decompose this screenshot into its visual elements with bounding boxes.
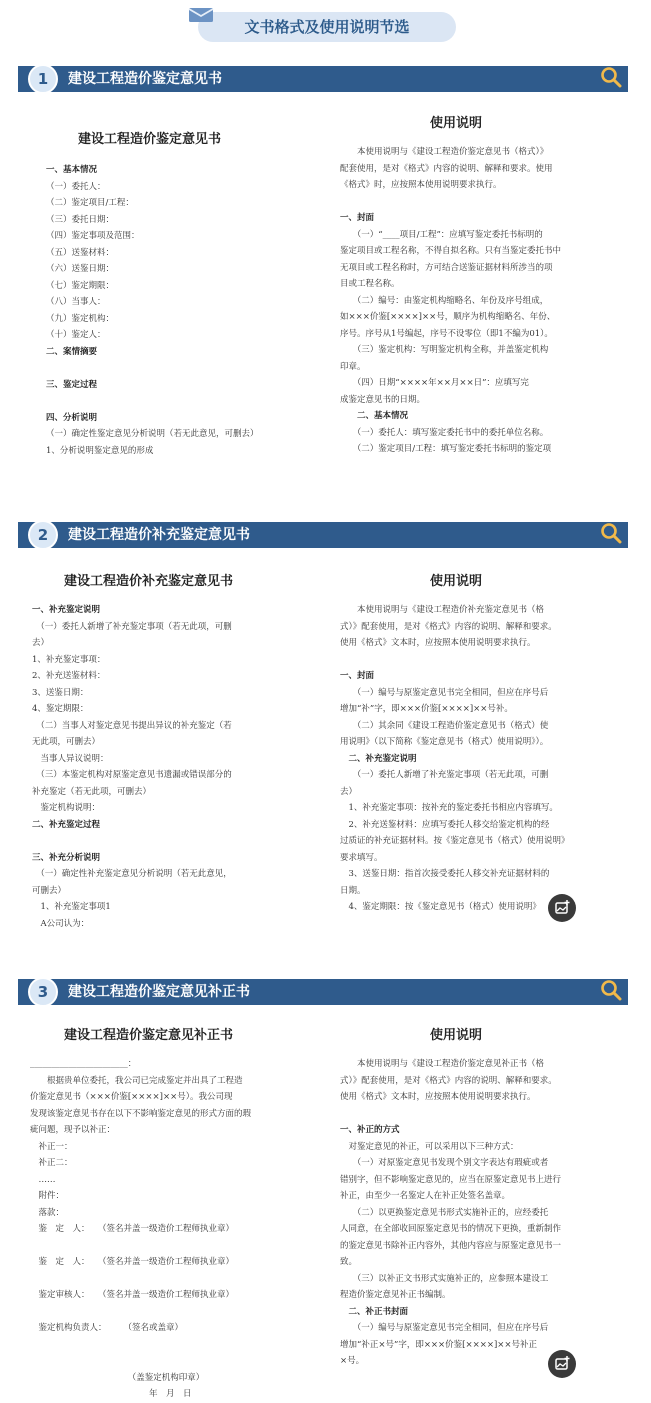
text-line: 鉴定机构说明： [32, 803, 101, 813]
text-line: （一）委托人新增了补充鉴定事项（若无此项，可删 [32, 621, 232, 632]
text-line [30, 1304, 251, 1321]
text-line: 一、补正的方式 [340, 1125, 400, 1135]
text-line: 鉴定项目或工程名称，不得自拟名称。只有当鉴定委托书中 [340, 246, 562, 256]
text-line: （一）确定性补充鉴定意见分析说明（若无此意见， [32, 869, 232, 879]
text-line: 程造价鉴定意见补正书编制。 [340, 1290, 451, 1300]
text-line: A公司认为： [32, 918, 90, 929]
text-line: 对鉴定意见的补正，可以采用以下三种方式： [340, 1141, 519, 1152]
text-line: 一、封面 [340, 671, 375, 681]
text-line: 用说明》（以下简称《鉴定意见书（格式）使用说明》）。 [340, 737, 549, 747]
text-line: （一）委托人： [46, 181, 106, 192]
text-line: （四）日期“××××年××月××日”：应填写完 [340, 378, 529, 388]
text-line: （七）鉴定期限： [46, 280, 115, 291]
text-line: 3、送鉴日期：指首次接受委托人移交补充证据材料的 [340, 869, 550, 879]
text-line: 成鉴定意见书的日期。 [340, 394, 426, 405]
text-line: （八）当事人： [46, 297, 106, 307]
text-line: 三、鉴定过程 [46, 379, 98, 390]
image-add-icon [548, 894, 576, 922]
text-line: （二）编号：由鉴定机构缩略名、年份及序号组成， [340, 295, 549, 306]
text-line: 二、补充鉴定过程 [32, 819, 101, 830]
text-line: （二）鉴定项目/工程：填写鉴定委托书标明的鉴定项 [340, 444, 552, 454]
text-line: （一）“____项目/工程”：应填写鉴定委托书标明的 [340, 229, 543, 240]
text-line [30, 1353, 251, 1370]
search-icon[interactable] [600, 66, 622, 88]
text-line: 发现该鉴定意见书存在以下不影响鉴定意见的形式方面的瑕 [30, 1108, 252, 1119]
text-line: 的鉴定意见书除补正内容外，其他内容应与原鉴定意见书一 [340, 1240, 562, 1251]
text-line [30, 1271, 251, 1288]
text-line: 补正，由至少一名鉴定人在补正处签名盖章。 [340, 1191, 511, 1201]
text-line: （盖鉴定机构印章） [30, 1372, 205, 1383]
text-line: 鉴定审核人： （签名并盖一级造价工程师执业章） [30, 1290, 235, 1300]
text-line: 增加“补”字，即×××价鉴[××××]××号补。 [340, 704, 513, 714]
text-line: 配套使用，是对《格式》内容的说明、解释和要求。使用 [340, 163, 553, 174]
text-line: 1、补充鉴定事项：按补充的鉴定委托书相应内容填写。 [340, 803, 558, 813]
text-line [46, 360, 259, 377]
text-line [46, 393, 259, 410]
text-line: 可删去） [32, 885, 67, 896]
text-line [340, 1106, 561, 1123]
text-line: 一、补充鉴定说明 [32, 605, 101, 615]
text-line: 4、鉴定期限：按《鉴定意见书（格式）使用说明》 [340, 902, 541, 912]
text-line: （一）确定性鉴定意见分析说明（若无此意见，可删去） [46, 429, 259, 439]
text-line: 二、补正书封面 [340, 1306, 409, 1317]
text-line: 目或工程名称。 [340, 279, 400, 289]
text-line: 补正二： [30, 1158, 73, 1168]
image-add-button[interactable] [548, 1350, 576, 1378]
page-title: 文书格式及使用说明节选 [244, 18, 410, 36]
text-line: 印章。 [340, 361, 366, 372]
text-line: （四）鉴定事项及范围： [46, 231, 140, 241]
text-line: （六）送鉴日期： [46, 264, 115, 274]
text-line: 《格式》时，应按照本使用说明要求执行。 [340, 180, 502, 190]
text-line: …… [30, 1174, 56, 1185]
section-3-title: 建设工程造价鉴定意见补正书 [68, 984, 250, 1000]
text-line: （三）以补正文书形式实施补正的，应参照本建设工 [340, 1273, 549, 1284]
text-line: ×号。 [340, 1356, 365, 1366]
text-line: 鉴 定 人： （签名并盖一级造价工程师执业章） [30, 1257, 235, 1267]
text-line: 当事人异议说明： [32, 753, 109, 764]
text-line: 四、分析说明 [46, 412, 98, 423]
text-line: 1、补充鉴定事项： [32, 654, 106, 665]
text-line: 去） [340, 786, 358, 797]
text-line: 使用《格式》文本时，应按照本使用说明要求执行。 [340, 1092, 536, 1102]
image-add-button[interactable] [548, 894, 576, 922]
text-line: （五）送鉴材料： [46, 247, 115, 258]
text-line: 一、封面 [340, 213, 375, 223]
text-line [340, 194, 561, 211]
text-line: 补正一： [30, 1141, 73, 1152]
text-line: （二）以更换鉴定意见书形式实施补正的，应经委托 [340, 1207, 549, 1218]
text-line: （十）鉴定人： [46, 330, 106, 340]
text-line: （一）编号与原鉴定意见书完全相同，但应在序号后 [340, 687, 549, 698]
text-line: 式）》配套使用，是对《格式》内容的说明、解释和要求。 [340, 621, 557, 632]
search-icon[interactable] [600, 979, 622, 1001]
text-line: （一）对原鉴定意见书发现个别文字表达有瑕疵或者 [340, 1158, 549, 1168]
text-line: 4、鉴定期限： [32, 704, 89, 714]
s1-left-body [46, 162, 259, 459]
text-line: （二）其余同《建设工程造价鉴定意见书（格式）使 [340, 720, 549, 731]
text-line: 序号。序号从1号编起，序号不设零位（即1不编为01）。 [340, 328, 553, 339]
s3-left-title: 建设工程造价鉴定意见补正书 [64, 1028, 234, 1043]
text-line: 1、补充鉴定事项1 [32, 902, 111, 912]
text-line: （一）委托人新增了补充鉴定事项（若无此项，可删 [340, 770, 549, 780]
text-line: 本使用说明与《建设工程造价鉴定意见书（格式）》 [340, 147, 549, 157]
text-line: 去） [32, 638, 50, 648]
section-1-number: 1 [28, 64, 58, 94]
text-line: 错别字，但不影响鉴定意见的，应当在原鉴定意见书上进行 [340, 1174, 562, 1185]
text-line: 人同意，在全部收回原鉴定意见书的情况下更换，重新制作 [340, 1224, 562, 1234]
text-line [340, 652, 570, 669]
s2-right-body [340, 602, 570, 916]
text-line: （九）鉴定机构： [46, 313, 115, 324]
text-line: （一）委托人：填写鉴定委托书中的委托单位名称。 [340, 427, 549, 438]
section-1-title: 建设工程造价鉴定意见书 [68, 71, 222, 87]
s2-right-title: 使用说明 [430, 574, 483, 589]
text-line: _______________________： [30, 1059, 137, 1069]
text-line: 如×××价鉴[××××]××号，顺序为机构缩略名、年份、 [340, 312, 556, 322]
text-line: 本使用说明与《建设工程造价补充鉴定意见书（格 [340, 605, 545, 615]
text-line: 无此项，可删去） [32, 737, 101, 747]
text-line: 式）》配套使用，是对《格式》内容的说明、解释和要求。 [340, 1075, 557, 1086]
text-line: （一）编号与原鉴定意见书完全相同，但应在序号后 [340, 1323, 549, 1333]
s3-right-body [340, 1056, 561, 1370]
s2-left-body [32, 602, 232, 932]
text-line: 价鉴定意见书（×××价鉴[××××]××号）。我公司现 [30, 1092, 233, 1102]
text-line: 鉴 定 人： （签名并盖一级造价工程师执业章） [30, 1224, 235, 1234]
text-line: 要求填写。 [340, 852, 383, 863]
image-add-icon [548, 1350, 576, 1378]
text-line: （二）当事人对鉴定意见书提出异议的补充鉴定（若 [32, 720, 232, 731]
text-line: （二）鉴定项目/工程： [46, 198, 134, 208]
text-line: （三）本鉴定机构对原鉴定意见书遗漏或错误部分的 [32, 770, 232, 780]
text-line: 二、基本情况 [340, 411, 409, 421]
text-line: 一、基本情况 [46, 165, 98, 175]
text-line: 鉴定机构负责人： （签名或盖章） [30, 1323, 184, 1333]
text-line: 附件： [30, 1191, 65, 1201]
text-line: 补充鉴定（若无此项，可删去） [32, 786, 152, 797]
text-line: （三）委托日期： [46, 214, 115, 225]
text-line: （三）鉴定机构：写明鉴定机构全称，并盖鉴定机构 [340, 345, 549, 355]
text-line: 疵问题，现予以补正： [30, 1125, 116, 1135]
text-line: 落款： [30, 1207, 65, 1218]
s2-left-title: 建设工程造价补充鉴定意见书 [64, 574, 234, 589]
text-line: 3、送鉴日期： [32, 687, 89, 698]
text-line: 年 月 日 [30, 1389, 192, 1399]
text-line: 无项目或工程名称时，方可结合送鉴证据材料所涉当的项 [340, 262, 553, 273]
section-2-number: 2 [28, 520, 58, 550]
text-line [32, 833, 232, 850]
text-line: 二、案情摘要 [46, 346, 98, 357]
text-line [30, 1337, 251, 1354]
text-line: 2、补充送鉴材料：应填写委托人移交给鉴定机构的经 [340, 819, 550, 830]
s1-right-body [340, 144, 561, 458]
search-icon[interactable] [600, 522, 622, 544]
section-3-number: 3 [28, 977, 58, 1007]
text-line: 1、分析说明鉴定意见的形成 [46, 445, 154, 456]
text-line: 2、补充送鉴材料： [32, 671, 106, 681]
text-line: 本使用说明与《建设工程造价鉴定意见补正书（格 [340, 1059, 545, 1069]
text-line: 过质证的补充证据材料。按《鉴定意见书（格式）使用说明》 [340, 836, 570, 846]
section-2-title: 建设工程造价补充鉴定意见书 [68, 527, 250, 543]
text-line: 三、补充分析说明 [32, 852, 101, 863]
s1-right-title: 使用说明 [430, 116, 483, 131]
text-line: 根据贵单位委托，我公司已完成鉴定并出具了工程造 [30, 1075, 243, 1086]
text-line: 日期。 [340, 885, 366, 896]
s3-left-body [30, 1056, 251, 1403]
text-line [30, 1238, 251, 1255]
text-line: 使用《格式》文本时，应按照本使用说明要求执行。 [340, 638, 536, 648]
s3-right-title: 使用说明 [430, 1028, 483, 1043]
s1-left-title: 建设工程造价鉴定意见书 [78, 132, 222, 147]
text-line: 增加“补正×号”字，即×××价鉴[××××]××号补正 [340, 1339, 538, 1350]
text-line: 二、补充鉴定说明 [340, 753, 417, 764]
text-line: 致。 [340, 1257, 358, 1267]
